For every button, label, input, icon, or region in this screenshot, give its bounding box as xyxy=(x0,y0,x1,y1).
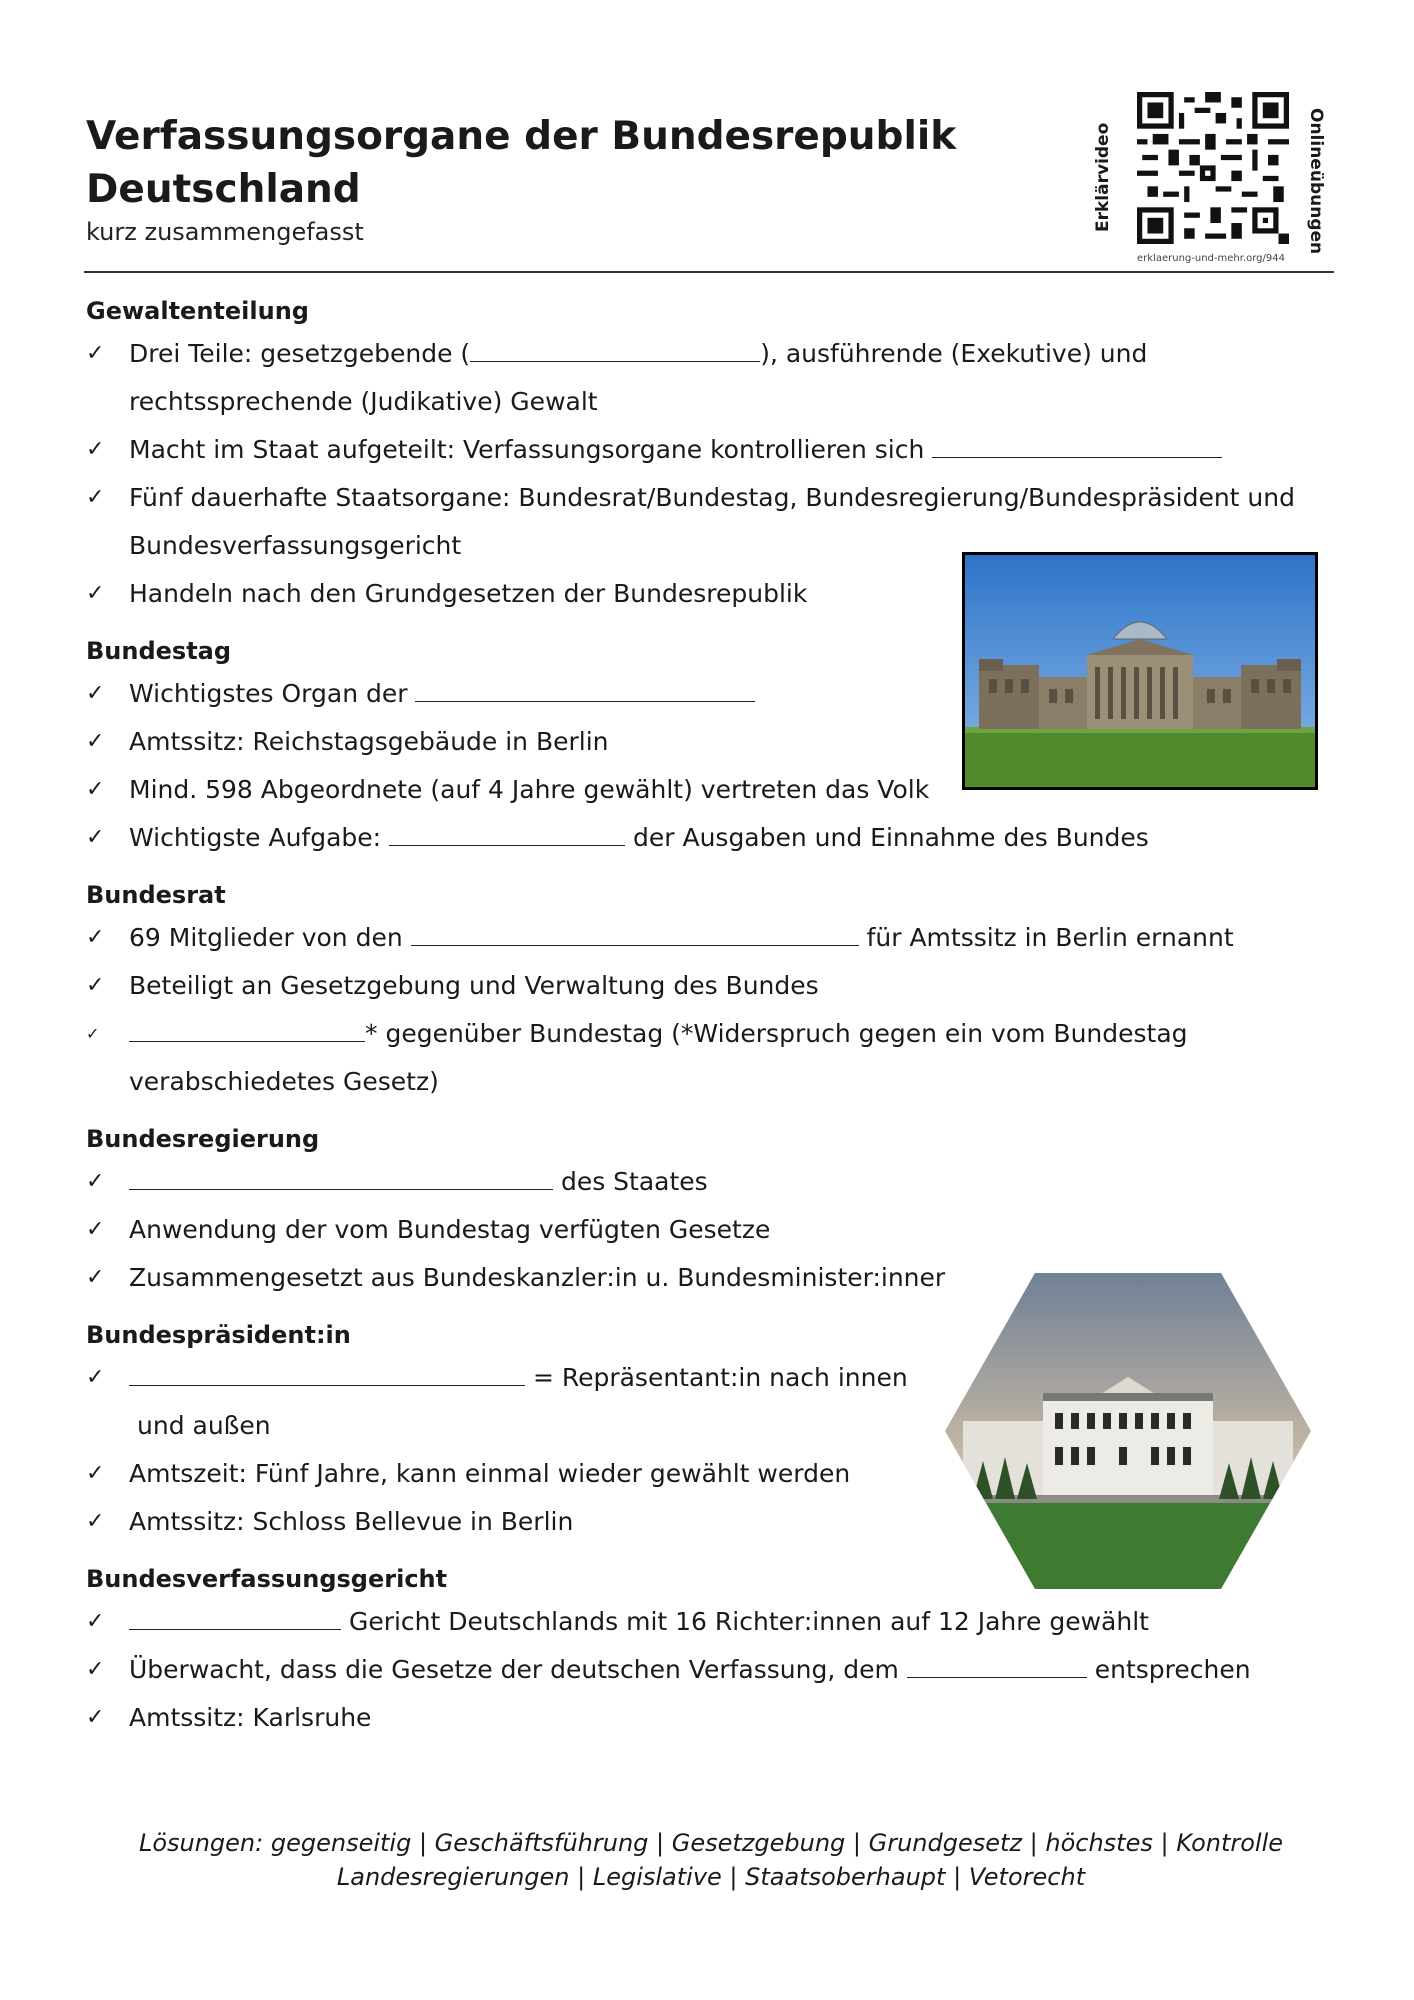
list-item xyxy=(86,670,1346,718)
item-text: Amtssitz: Reichstagsgebäude in Berlin xyxy=(129,727,609,756)
check-icon: ✓ xyxy=(86,1705,105,1730)
check-icon: ✓ xyxy=(86,925,105,950)
item-continuation: rechtssprechende (Judikative) Gewalt xyxy=(129,387,598,416)
list-item xyxy=(86,1010,1346,1058)
list-item xyxy=(86,474,1346,522)
item-text: ), ausführende (Exekutive) und xyxy=(760,339,1148,368)
list-item xyxy=(86,1354,1346,1402)
item-continuation: und außen xyxy=(137,1411,271,1440)
page-subtitle: kurz zusammengefasst xyxy=(86,218,364,246)
fill-in-blank[interactable] xyxy=(129,1601,341,1630)
item-text: Anwendung der vom Bundestag verfügten Gesetze xyxy=(129,1215,771,1244)
check-icon: ✓ xyxy=(86,1024,100,1043)
item-text: Gericht Deutschlands mit 16 Richter:innen auf 12 Jahre gewählt xyxy=(341,1607,1149,1636)
list-item xyxy=(86,1450,1346,1498)
list-item xyxy=(86,766,1346,814)
list-item xyxy=(86,330,1346,378)
section-title: Bundespräsident:in xyxy=(86,1321,351,1349)
item-text: Amtssitz: Schloss Bellevue in Berlin xyxy=(129,1507,574,1536)
check-icon: ✓ xyxy=(86,485,105,510)
item-continuation: verabschiedetes Gesetz) xyxy=(129,1067,439,1096)
section-bundesverfassungsgericht xyxy=(86,1560,1346,1742)
qr-label-explainer-video: Erklärvideo xyxy=(1093,122,1113,232)
section-title: Bundesverfassungsgericht xyxy=(86,1565,448,1593)
check-icon: ✓ xyxy=(86,1609,105,1634)
solutions-box xyxy=(86,1826,1336,1894)
page-title: Verfassungsorgane der Bundesrepublik Deutschland xyxy=(86,114,957,212)
list-item xyxy=(86,1598,1346,1646)
item-text: Mind. 598 Abgeordnete (auf 4 Jahre gewählt) vertreten das Volk xyxy=(129,775,930,804)
section-title: Bundesrat xyxy=(86,881,226,909)
list-item xyxy=(86,570,1346,618)
item-text: Beteiligt an Gesetzgebung und Verwaltung des Bundes xyxy=(129,971,819,1000)
header-divider xyxy=(84,271,1334,273)
check-icon: ✓ xyxy=(86,1509,105,1534)
list-item xyxy=(86,1646,1346,1694)
list-item xyxy=(86,1254,1346,1302)
item-text: der Ausgaben und Einnahme des Bundes xyxy=(625,823,1149,852)
check-icon: ✓ xyxy=(86,437,105,462)
list-item xyxy=(86,1694,1346,1742)
solutions-line: Lösungen: gegenseitig | Geschäftsführung | Gesetzgebung | Grundgesetz | höchstes | Kontrolle xyxy=(138,1829,1284,1857)
list-item xyxy=(86,1498,1346,1546)
check-icon: ✓ xyxy=(86,341,105,366)
check-icon: ✓ xyxy=(86,825,105,850)
section-bundespraesident xyxy=(86,1316,1346,1546)
item-continuation: Bundesverfassungsgericht xyxy=(129,531,462,560)
item-text: Wichtigstes Organ der xyxy=(129,679,416,708)
list-item xyxy=(86,914,1346,962)
check-icon: ✓ xyxy=(86,973,105,998)
check-icon: ✓ xyxy=(86,1169,105,1194)
item-text: Macht im Staat aufgeteilt: Verfassungsorgane kontrollieren sich xyxy=(129,435,933,464)
list-item xyxy=(86,962,1346,1010)
item-text: Drei Teile: gesetzgebende ( xyxy=(129,339,471,368)
check-icon: ✓ xyxy=(86,1217,105,1242)
list-item xyxy=(86,718,1346,766)
check-icon: ✓ xyxy=(86,1657,105,1682)
item-text: Amtssitz: Karlsruhe xyxy=(129,1703,372,1732)
item-text: * gegenüber Bundestag (*Widerspruch gegen ein vom Bundestag xyxy=(365,1019,1188,1048)
item-text: Zusammengesetzt aus Bundeskanzler:in u. Bundesminister:inner xyxy=(129,1263,946,1292)
check-icon: ✓ xyxy=(86,1365,105,1390)
solutions-line: Landesregierungen | Legislative | Staatsoberhaupt | Vetorecht xyxy=(336,1863,1086,1891)
item-text: Amtszeit: Fünf Jahre, kann einmal wieder gewählt werden xyxy=(129,1459,851,1488)
section-title: Gewaltenteilung xyxy=(86,297,309,325)
list-item xyxy=(86,1158,1346,1206)
check-icon: ✓ xyxy=(86,1265,105,1290)
fill-in-blank[interactable] xyxy=(129,1161,553,1190)
fill-in-blank[interactable] xyxy=(389,817,625,846)
list-item xyxy=(86,426,1346,474)
fill-in-blank[interactable] xyxy=(411,917,859,946)
qr-code-icon[interactable] xyxy=(1137,92,1289,244)
section-title: Bundestag xyxy=(86,637,232,665)
fill-in-blank[interactable] xyxy=(932,429,1222,458)
item-text: entsprechen xyxy=(1086,1655,1251,1684)
item-text: des Staates xyxy=(553,1167,708,1196)
list-item xyxy=(86,1206,1346,1254)
item-text: = Repräsentant:in nach innen xyxy=(525,1363,908,1392)
section-bundesregierung xyxy=(86,1120,1346,1302)
worksheet-content xyxy=(86,292,1346,1756)
fill-in-blank[interactable] xyxy=(129,1013,365,1042)
qr-url[interactable]: erklaerung-und-mehr.org/944 xyxy=(1137,253,1285,264)
section-bundestag xyxy=(86,632,1346,862)
item-text: Überwacht, dass die Gesetze der deutschen Verfassung, dem xyxy=(129,1655,907,1684)
check-icon: ✓ xyxy=(86,681,105,706)
check-icon: ✓ xyxy=(86,581,105,606)
item-text: 69 Mitglieder von den xyxy=(129,923,411,952)
item-text: Handeln nach den Grundgesetzen der Bundesrepublik xyxy=(129,579,808,608)
check-icon: ✓ xyxy=(86,777,105,802)
section-gewaltenteilung xyxy=(86,292,1346,618)
qr-label-online-exercises: Onlineübungen xyxy=(1306,108,1326,255)
item-text: Fünf dauerhafte Staatsorgane: Bundesrat/Bundestag, Bundesregierung/Bundespräsident und xyxy=(129,483,1295,512)
section-title: Bundesregierung xyxy=(86,1125,320,1153)
item-text: Wichtigste Aufgabe: xyxy=(129,823,390,852)
fill-in-blank[interactable] xyxy=(907,1649,1087,1678)
fill-in-blank[interactable] xyxy=(470,333,760,362)
fill-in-blank[interactable] xyxy=(129,1357,525,1386)
fill-in-blank[interactable] xyxy=(415,673,755,702)
check-icon: ✓ xyxy=(86,729,105,754)
item-text: für Amtssitz in Berlin ernannt xyxy=(858,923,1234,952)
list-item xyxy=(86,814,1346,862)
check-icon: ✓ xyxy=(86,1461,105,1486)
section-bundesrat xyxy=(86,876,1346,1106)
